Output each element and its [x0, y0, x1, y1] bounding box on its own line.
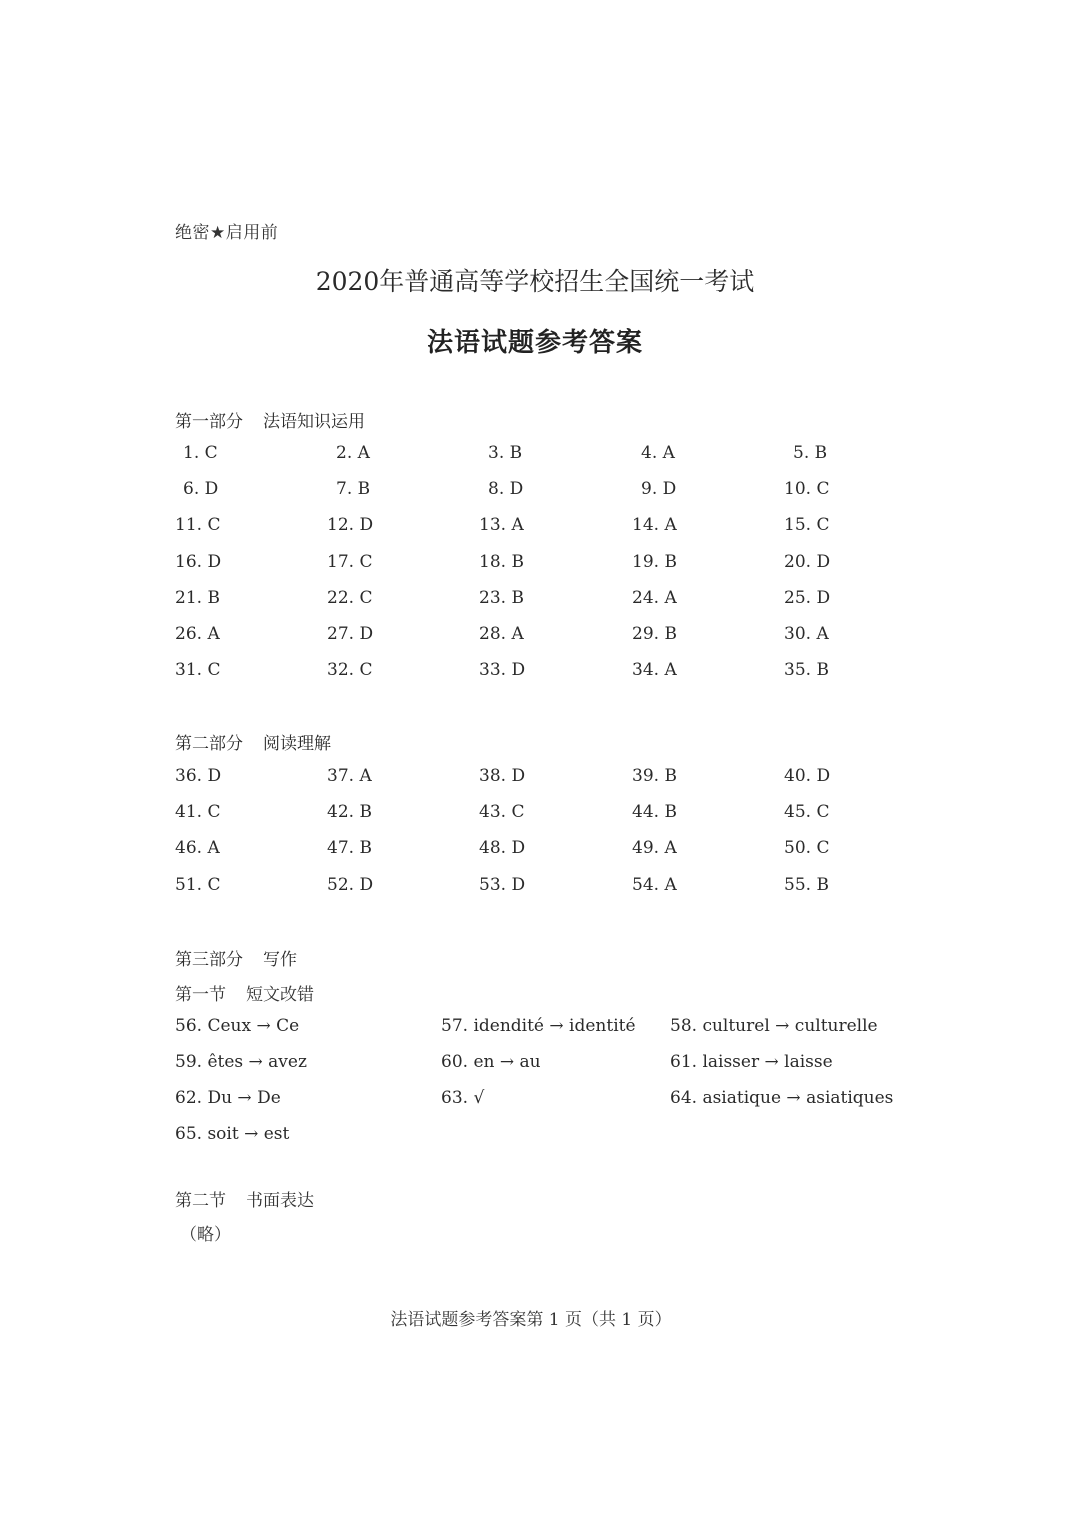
- answer-item: 16. D: [175, 551, 222, 572]
- answer-item: 51. C: [175, 874, 221, 895]
- answer-key-title: 法语试题参考答案: [426, 328, 643, 358]
- page-footer: 法语试题参考答案第 1 页（共 1 页）: [390, 1310, 672, 1330]
- answer-item: 3. B: [488, 443, 523, 463]
- answer-item: 14. A: [632, 515, 677, 536]
- correction-item: 65. soit → est: [175, 1124, 290, 1144]
- answer-item: 10. C: [784, 479, 830, 500]
- answer-item: 43. C: [479, 802, 525, 823]
- answer-item: 55. B: [784, 874, 829, 895]
- answer-item: 6. D: [183, 479, 219, 500]
- answer-item: 4. A: [641, 443, 675, 463]
- answer-item: 1. C: [183, 443, 218, 463]
- answer-item: 33. D: [479, 660, 526, 681]
- answer-item: 13. A: [479, 515, 524, 536]
- part1-heading: [175, 407, 365, 432]
- answer-row: [175, 588, 875, 624]
- answer-item: 48. D: [479, 838, 526, 859]
- exam-title: 2020年普通高等学校招生全国统一考试: [315, 267, 755, 296]
- part1-name: 法语知识运用: [263, 412, 365, 432]
- answer-row: [175, 552, 875, 588]
- answer-item: 31. C: [175, 660, 221, 681]
- answer-item: 40. D: [784, 766, 831, 786]
- part1-label: 第一部分: [175, 412, 243, 432]
- answer-item: 29. B: [632, 623, 677, 644]
- answer-row: [175, 515, 875, 551]
- answer-row: [175, 766, 875, 802]
- answer-item: 21. B: [175, 587, 220, 608]
- answer-item: 26. A: [175, 623, 220, 644]
- correction-item: 59. êtes → avez: [175, 1052, 307, 1072]
- correction-item: 61. laisser → laisse: [670, 1052, 833, 1072]
- answer-item: 18. B: [479, 551, 524, 572]
- answer-item: 27. D: [327, 623, 374, 644]
- answer-item: 47. B: [327, 838, 372, 859]
- answer-item: 35. B: [784, 660, 829, 681]
- part2-label: 第二部分: [175, 734, 243, 754]
- section2-heading: [175, 1186, 314, 1211]
- section1-name: 短文改错: [246, 985, 314, 1005]
- answer-row: [175, 875, 875, 911]
- answer-item: 12. D: [327, 515, 374, 536]
- part1-answer-grid: [175, 443, 875, 696]
- answer-row: [175, 838, 875, 874]
- answer-item: 17. C: [327, 551, 373, 572]
- answer-item: 23. B: [479, 587, 524, 608]
- answer-item: 20. D: [784, 551, 831, 572]
- correction-item: 63. √: [441, 1088, 485, 1108]
- answer-item: 2. A: [336, 443, 370, 463]
- correction-item: 57. idendité → identité: [441, 1016, 636, 1036]
- answer-item: 36. D: [175, 766, 222, 786]
- answer-item: 53. D: [479, 874, 526, 895]
- answer-row: [175, 479, 875, 515]
- answer-row: [175, 660, 875, 696]
- answer-item: 28. A: [479, 623, 524, 644]
- answer-item: 15. C: [784, 515, 830, 536]
- omitted-note: （略）: [180, 1225, 231, 1245]
- answer-row: [175, 802, 875, 838]
- answer-item: 50. C: [784, 838, 830, 859]
- correction-item: 64. asiatique → asiatiques: [670, 1088, 894, 1108]
- answer-item: 49. A: [632, 838, 677, 859]
- answer-item: 32. C: [327, 660, 373, 681]
- section1-label: 第一节: [175, 985, 226, 1005]
- part2-name: 阅读理解: [263, 734, 331, 754]
- answer-item: 8. D: [488, 479, 524, 500]
- answer-item: 46. A: [175, 838, 220, 859]
- answer-item: 19. B: [632, 551, 677, 572]
- answer-item: 44. B: [632, 802, 677, 823]
- answer-row: [175, 624, 875, 660]
- answer-item: 41. C: [175, 802, 221, 823]
- answer-item: 30. A: [784, 623, 829, 644]
- part3-name: 写作: [263, 950, 297, 970]
- answer-item: 52. D: [327, 874, 374, 895]
- section2-name: 书面表达: [246, 1191, 314, 1211]
- answer-item: 37. A: [327, 766, 372, 786]
- answer-item: 54. A: [632, 874, 677, 895]
- answer-item: 11. C: [175, 515, 221, 536]
- answer-row: [175, 443, 875, 479]
- answer-item: 24. A: [632, 587, 677, 608]
- part3-label: 第三部分: [175, 950, 243, 970]
- answer-item: 38. D: [479, 766, 526, 786]
- part3-heading: [175, 945, 297, 970]
- confidential-label: 绝密★启用前: [175, 223, 279, 243]
- answer-item: 7. B: [336, 479, 371, 500]
- answer-item: 22. C: [327, 587, 373, 608]
- correction-item: 62. Du → De: [175, 1088, 281, 1108]
- correction-item: 56. Ceux → Ce: [175, 1016, 300, 1036]
- answer-item: 5. B: [793, 443, 828, 463]
- correction-item: 58. culturel → culturelle: [670, 1016, 878, 1036]
- answer-item: 42. B: [327, 802, 372, 823]
- section1-heading: [175, 980, 314, 1005]
- answer-item: 9. D: [641, 479, 677, 500]
- answer-item: 45. C: [784, 802, 830, 823]
- section2-label: 第二节: [175, 1191, 226, 1211]
- answer-item: 25. D: [784, 587, 831, 608]
- correction-item: 60. en → au: [441, 1052, 541, 1072]
- answer-item: 39. B: [632, 766, 677, 786]
- part2-heading: [175, 729, 331, 754]
- part2-answer-grid: [175, 766, 875, 911]
- answer-item: 34. A: [632, 660, 677, 681]
